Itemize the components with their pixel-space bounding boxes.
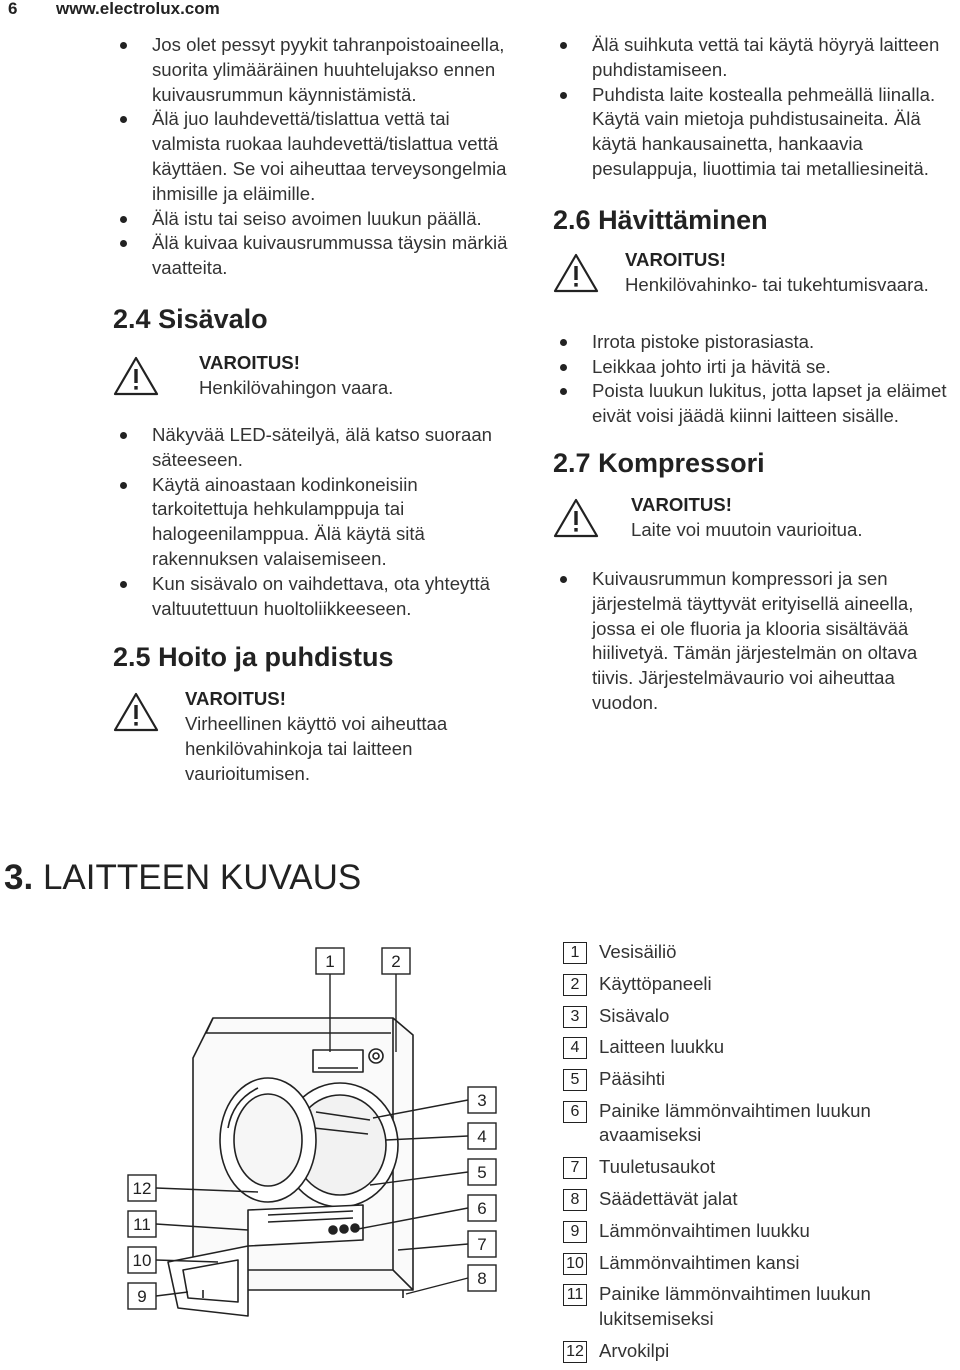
list-item [563, 1187, 953, 1211]
part-label: Tuuletusaukot [599, 1156, 716, 1178]
part-label: Sisävalo [599, 1004, 670, 1026]
list-item [563, 972, 953, 996]
part-label: Arvokilpi [599, 1339, 670, 1361]
warning-title: VAROITUS! [199, 351, 300, 373]
page-number: 6 [8, 0, 18, 18]
list-item: Älä kuivaa kuivausrummussa täysin märkiä vaatteita. [113, 231, 513, 281]
list-item [563, 1282, 953, 1331]
warning-box [553, 493, 953, 553]
list-item: Älä suihkuta vettä tai käytä höyryä laitteen puhdistamiseen. [553, 33, 953, 83]
warning-box [113, 687, 513, 786]
list-item [563, 1067, 953, 1091]
list-item [563, 1099, 953, 1148]
page-header [0, 0, 960, 20]
part-label: Käyttöpaneeli [599, 972, 712, 994]
section-heading-2-7: 2.7 Kompressori [553, 447, 765, 478]
list-item [563, 1339, 953, 1363]
callout-2: 2 [391, 952, 401, 971]
warning-text: Henkilövahingon vaara. [199, 376, 394, 398]
callout-11: 11 [133, 1215, 151, 1234]
list-item: Käytä ainoastaan kodinkoneisiin tarkoitettuja hehkulamppuja tai halogeenilamppua. Älä käytä sitä rakennuksen valaisemiseen. [113, 473, 513, 572]
callout-5: 5 [477, 1163, 487, 1182]
warning-title: VAROITUS! [625, 248, 726, 270]
callout-7: 7 [477, 1235, 487, 1254]
dryer-diagram [108, 940, 508, 1320]
warning-triangle-icon [553, 497, 599, 539]
part-label: Painike lämmönvaihtimen luukun lukitsemiseksi [599, 1283, 871, 1329]
part-number: 11 [563, 1284, 587, 1306]
section-heading-2-5: 2.5 Hoito ja puhdistus [113, 642, 394, 673]
part-label: Pääsihti [599, 1068, 666, 1090]
warning-triangle-icon [113, 355, 159, 397]
part-label: Lämmönvaihtimen kansi [599, 1251, 800, 1273]
list-item: Leikkaa johto irti ja hävitä se. [553, 355, 953, 380]
list-item: Jos olet pessyt pyykit tahranpoistoaineella, suorita ylimääräinen huuhtelujakso ennen kuivausrummun käynnistämistä. [113, 33, 513, 107]
part-label: Painike lämmönvaihtimen luukun avaamiseksi [599, 1099, 871, 1146]
warning-text: Laite voi muutoin vaurioitua. [631, 518, 863, 540]
list-item: Näkyvää LED-säteilyä, älä katso suoraan säteeseen. [113, 423, 513, 473]
list-item: Kun sisävalo on vaihdettava, ota yhteyttä valtuutettuun huoltoliikkeeseen. [113, 572, 513, 622]
part-number: 1 [563, 942, 587, 964]
part-number: 10 [563, 1253, 587, 1275]
section-heading-2-6: 2.6 Hävittäminen [553, 204, 768, 235]
warning-title: VAROITUS! [185, 688, 286, 710]
list-item: Kuivausrummun kompressori ja sen järjestelmä täyttyvät erityisellä aineella, jossa ei ole fluoria ja klooria sisältävää hiilivetyä. Tämän järjestelmän on oltava tiivis. Järjestelmävaurio voi aiheuttaa vuodon. [553, 567, 953, 716]
part-number: 3 [563, 1006, 587, 1028]
part-number: 9 [563, 1221, 587, 1243]
list-item: Puhdista laite kostealla pehmeällä liinalla. Käytä vain mietoja puhdistusaineita. Älä käytä hankausainetta, hankaavia pesulappuja, liuottimia tai metalliesineitä. [553, 83, 953, 182]
callout-10: 10 [132, 1251, 152, 1270]
list-item [563, 1004, 953, 1028]
part-number: 8 [563, 1189, 587, 1211]
callout-4: 4 [477, 1127, 487, 1146]
part-number: 6 [563, 1101, 587, 1123]
list-item [563, 1035, 953, 1059]
callout-12: 12 [132, 1179, 152, 1198]
site-url: www.electrolux.com [56, 0, 220, 18]
list-item: Poista luukun lukitus, jotta lapset ja eläimet eivät voisi jäädä kiinni laitteen sisälle. [553, 379, 953, 429]
list-item [563, 1219, 953, 1243]
warning-triangle-icon [113, 691, 159, 733]
right-column [553, 33, 953, 716]
section-heading-3: 3. LAITTEEN KUVAUS [4, 858, 362, 897]
warning-text: Virheellinen käyttö voi aiheuttaa henkilövahinkoja tai laitteen vaurioitumisen. [185, 713, 448, 784]
list-item: Irrota pistoke pistorasiasta. [553, 330, 953, 355]
list-item: Älä juo lauhdevettä/tislattua vettä tai valmista ruokaa lauhdevettä/tislattua vettä käyttäen. Se voi aiheuttaa terveysongelmia ihmisille ja eläimille. [113, 107, 513, 206]
bullet-list-cleaning [553, 33, 953, 182]
callout-8: 8 [477, 1269, 487, 1288]
warning-title: VAROITUS! [631, 493, 732, 515]
section-heading-2-4: 2.4 Sisävalo [113, 303, 268, 334]
part-number: 4 [563, 1037, 587, 1059]
left-column [113, 33, 513, 787]
part-number: 2 [563, 974, 587, 996]
part-number: 7 [563, 1157, 587, 1179]
dryer-illustration [168, 1018, 413, 1316]
bullet-list-safety [113, 33, 513, 281]
warning-box [113, 351, 513, 411]
part-label: Laitteen luukku [599, 1036, 725, 1058]
warning-box [553, 248, 953, 308]
warning-text: Henkilövahinko- tai tukehtumisvaara. [625, 273, 929, 295]
part-number: 12 [563, 1341, 587, 1363]
part-label: Vesisäiliö [599, 941, 677, 962]
bullet-list-compressor [553, 567, 953, 716]
parts-list [563, 940, 953, 1370]
list-item: Älä istu tai seiso avoimen luukun päällä. [113, 207, 513, 232]
warning-triangle-icon [553, 252, 599, 294]
list-item [563, 1251, 953, 1275]
list-item [563, 1155, 953, 1179]
callout-3: 3 [477, 1091, 487, 1110]
callout-9: 9 [137, 1287, 147, 1306]
bullet-list-light [113, 423, 513, 621]
part-number: 5 [563, 1069, 587, 1091]
part-label: Lämmönvaihtimen luukku [599, 1219, 810, 1241]
callout-6: 6 [477, 1199, 487, 1218]
list-item [563, 940, 953, 964]
callout-1: 1 [325, 952, 335, 971]
part-label: Säädettävät jalat [599, 1187, 738, 1209]
bullet-list-disposal [553, 330, 953, 429]
